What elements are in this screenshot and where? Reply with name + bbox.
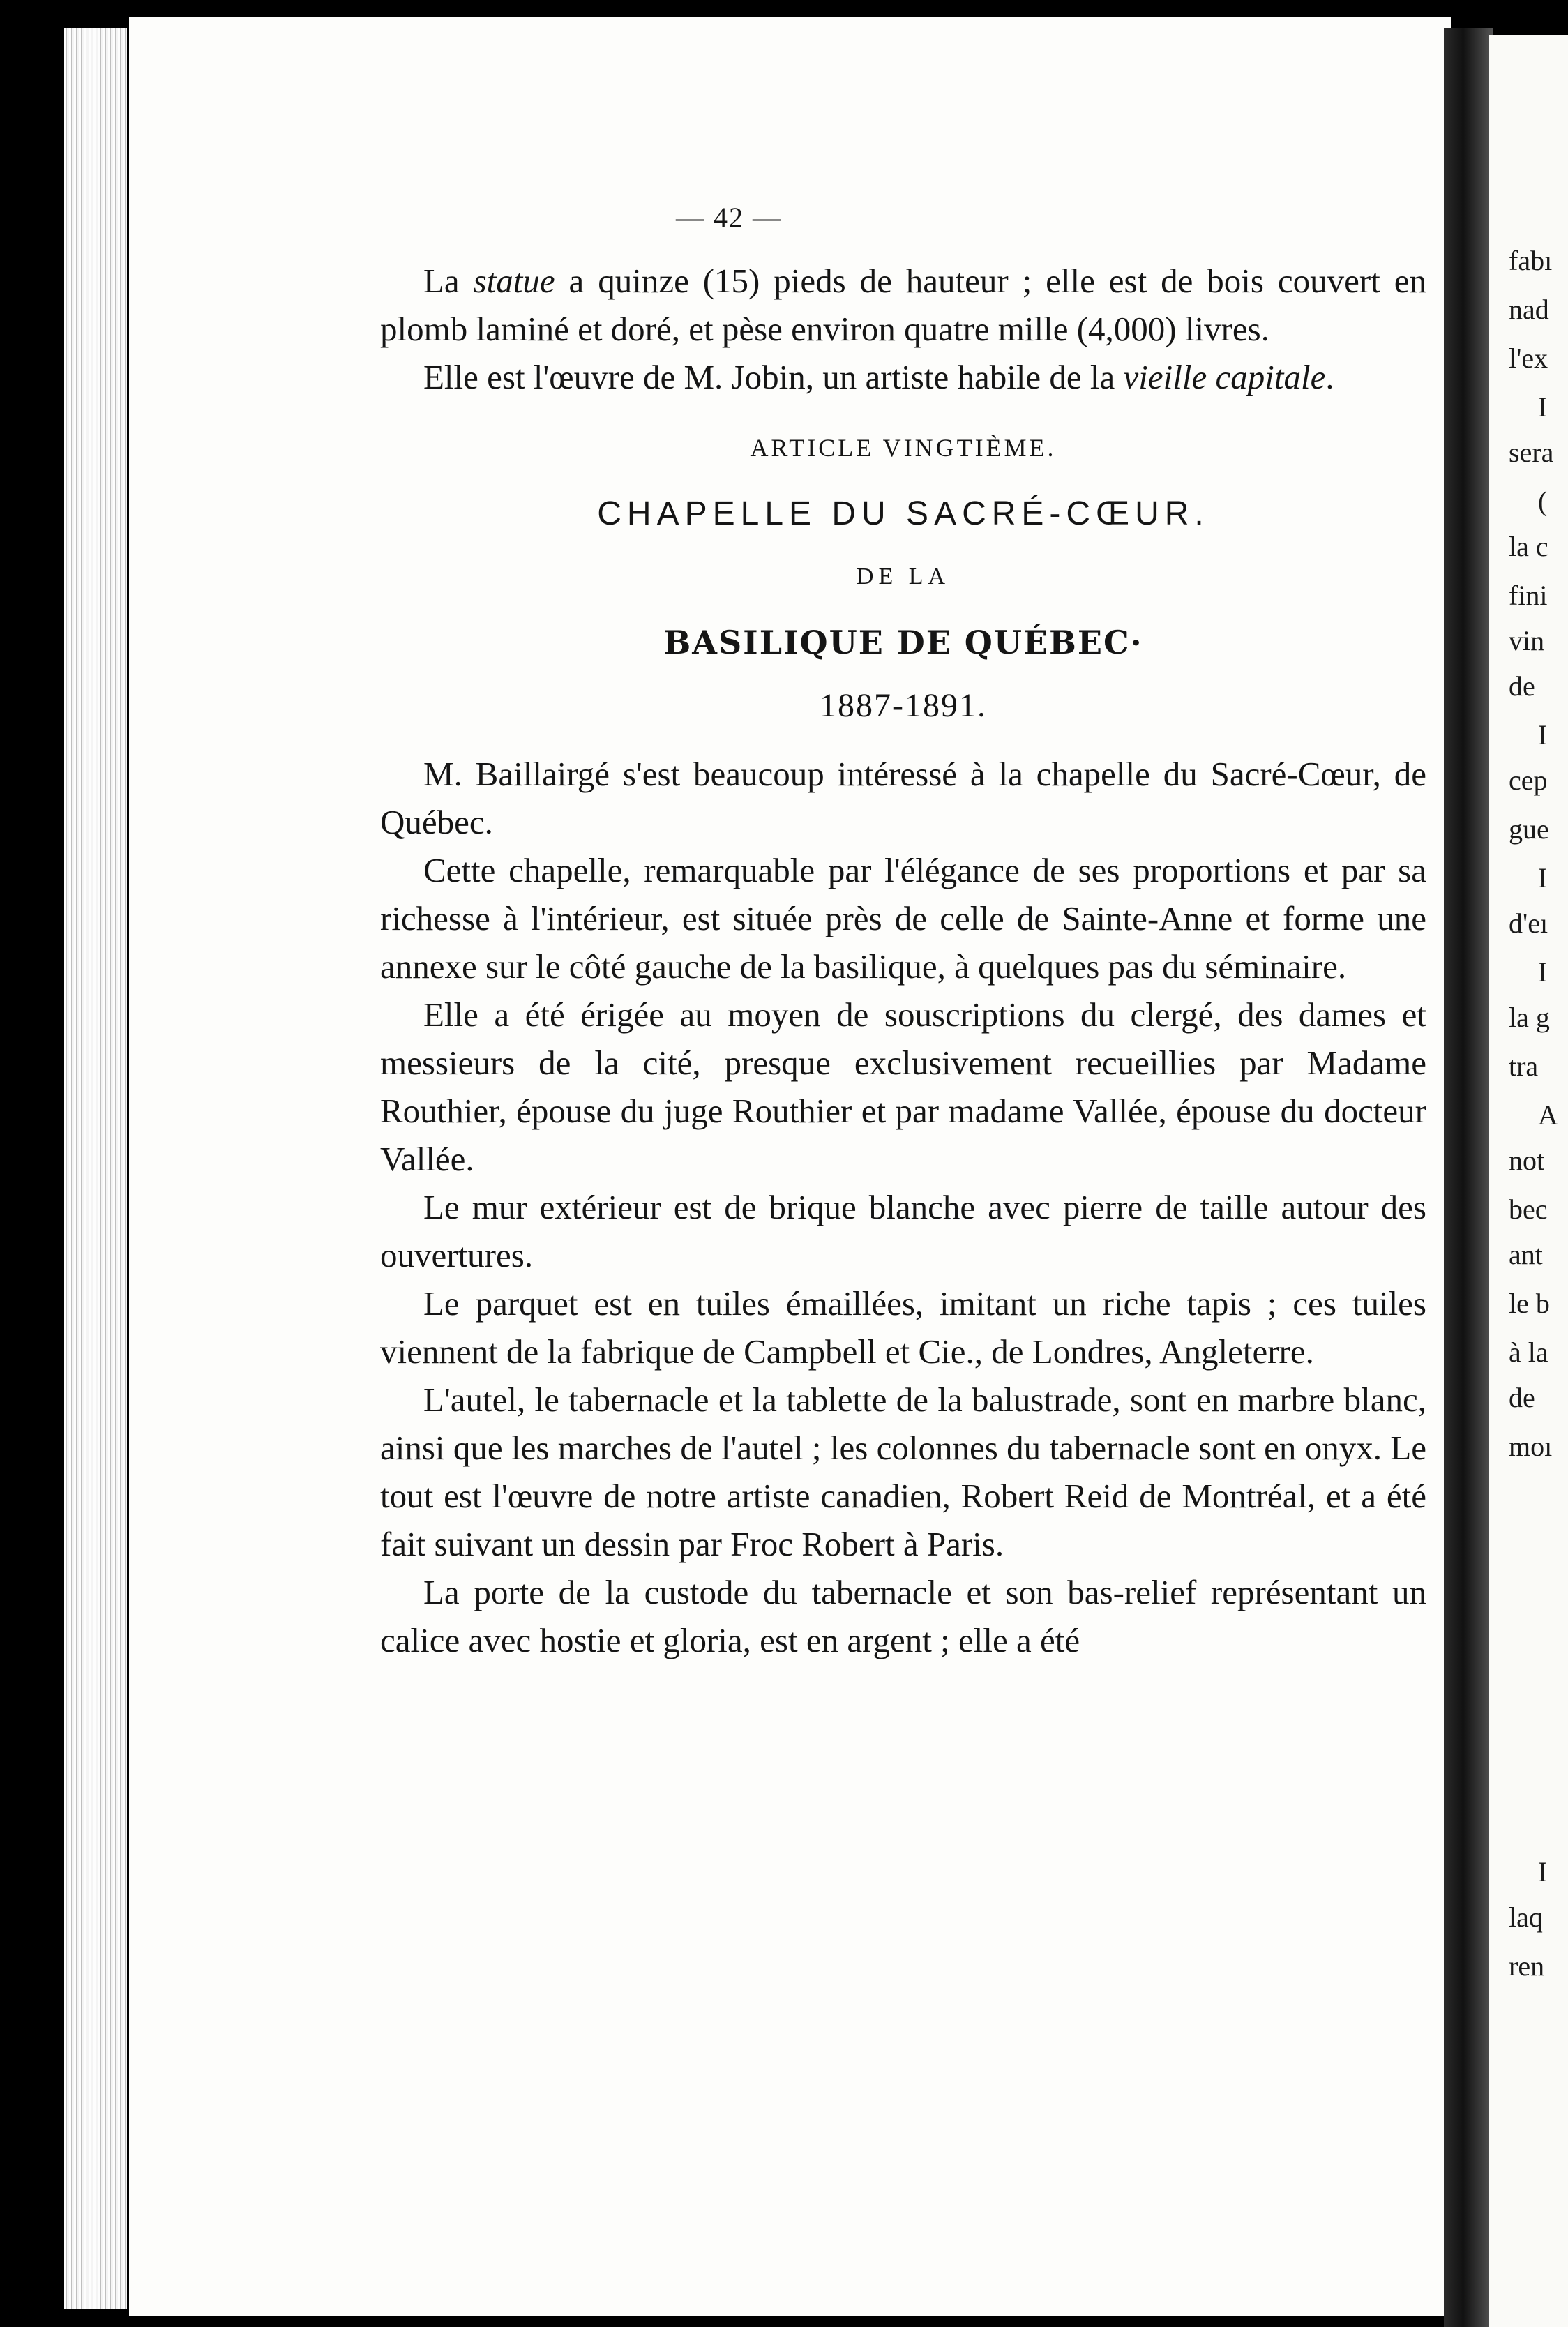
adjacent-page-fragment: vin (1509, 625, 1545, 656)
adjacent-page-fragment: bec (1509, 1193, 1548, 1225)
adjacent-page-fragment: I (1538, 391, 1548, 423)
de-la-heading: DE LA (856, 564, 951, 589)
adjacent-page-fragment: moı (1509, 1431, 1553, 1462)
paragraph-statue: La statue a quinze (15) pieds de hauteur ; elle est de bois couvert en plomb laminé et doré, et pèse environ quatre mille (4,000) livres. (380, 262, 1426, 348)
adjacent-page-fragment: ant (1509, 1239, 1543, 1270)
adjacent-page-fragment: I (1538, 956, 1548, 988)
adjacent-page-fragment: fabı (1509, 245, 1553, 276)
adjacent-page-fragment: ( (1538, 485, 1548, 517)
adjacent-page-fragment: fini (1509, 580, 1548, 611)
page-content (380, 202, 1426, 1664)
basilica-heading: BASILIQUE DE QUÉBEC· (663, 624, 1143, 661)
adjacent-page-fragment: la c (1509, 531, 1548, 562)
paragraph: Elle a été érigée au moyen de souscriptions du clergé, des dames et messieurs de la cité, presque exclusivement recueillies par Madame Routhier, épouse du juge Routhier et par madame Vallée, épouse du docteur Vallée. (380, 995, 1426, 1178)
adjacent-page-fragment: cep (1509, 765, 1548, 796)
adjacent-page-fragment: ren (1509, 1950, 1545, 1982)
article-heading: ARTICLE VINGTIÈME. (750, 434, 1057, 462)
italic-statue: statue (473, 262, 555, 300)
paragraph: M. Baillairgé s'est beaucoup intéressé à la chapelle du Sacré-Cœur, de Québec. (380, 755, 1426, 841)
adjacent-page-fragment: not (1509, 1145, 1545, 1176)
page-number: — 42 — (676, 202, 782, 233)
paragraph: L'autel, le tabernacle et la tablette de la balustrade, sont en marbre blanc, ainsi que les marches de l'autel ; les colonnes du tabernacle sont en onyx. Le tout est l'œuvre de notre artiste canadien, Robert Reid de Montréal, et a été fait suivant un dessin par Froc Robert à Paris. (380, 1380, 1426, 1563)
adjacent-page-fragment: à la (1509, 1336, 1548, 1368)
chapel-heading: CHAPELLE DU SACRÉ-CŒUR. (597, 495, 1209, 532)
adjacent-page-fragment: d'eı (1509, 908, 1548, 939)
adjacent-page-fragment: I (1538, 862, 1548, 894)
paragraph: Le mur extérieur est de brique blanche avec pierre de taille autour des ouvertures. (380, 1188, 1426, 1274)
adjacent-page-fragment: gue (1509, 813, 1549, 845)
adjacent-page-fragment: I (1538, 719, 1548, 751)
paragraph: Le parquet est en tuiles émaillées, imitant un riche tapis ; ces tuiles viennent de la fabrique de Campbell et Cie., de Londres, Angleterre. (380, 1284, 1426, 1371)
page-edge-stack (64, 28, 127, 2309)
adjacent-page-fragment: la g (1509, 1002, 1550, 1033)
adjacent-page-fragment: le b (1509, 1288, 1550, 1319)
adjacent-page (1489, 35, 1568, 2327)
adjacent-page-fragment: sera (1509, 437, 1554, 468)
paragraph-jobin: Elle est l'œuvre de M. Jobin, un artiste habile de la vieille capitale. (423, 358, 1334, 396)
paragraph: La porte de la custode du tabernacle et son bas-relief représentant un calice avec hostie et gloria, est en argent ; elle a été (380, 1573, 1426, 1659)
adjacent-page-fragment: de (1509, 1382, 1535, 1413)
adjacent-page-fragment: I (1538, 1856, 1548, 1888)
adjacent-page-fragment: l'ex (1509, 342, 1548, 374)
adjacent-page-fragment: A (1538, 1099, 1558, 1131)
adjacent-page-fragment: de (1509, 670, 1535, 702)
adjacent-page-fragment: laq (1509, 1901, 1543, 1933)
years-heading: 1887-1891. (820, 687, 987, 724)
adjacent-page-fragment: nad (1509, 294, 1549, 325)
italic-vieille-capitale: vieille capitale (1123, 358, 1326, 396)
adjacent-page-fragment: tra (1509, 1050, 1539, 1082)
book-gutter (1444, 28, 1493, 2327)
paragraph: Cette chapelle, remarquable par l'élégance de ses proportions et par sa richesse à l'intérieur, est située près de celle de Sainte-Anne et forme une annexe sur le côté gauche de la basilique, à quelques pas du séminaire. (380, 851, 1426, 986)
